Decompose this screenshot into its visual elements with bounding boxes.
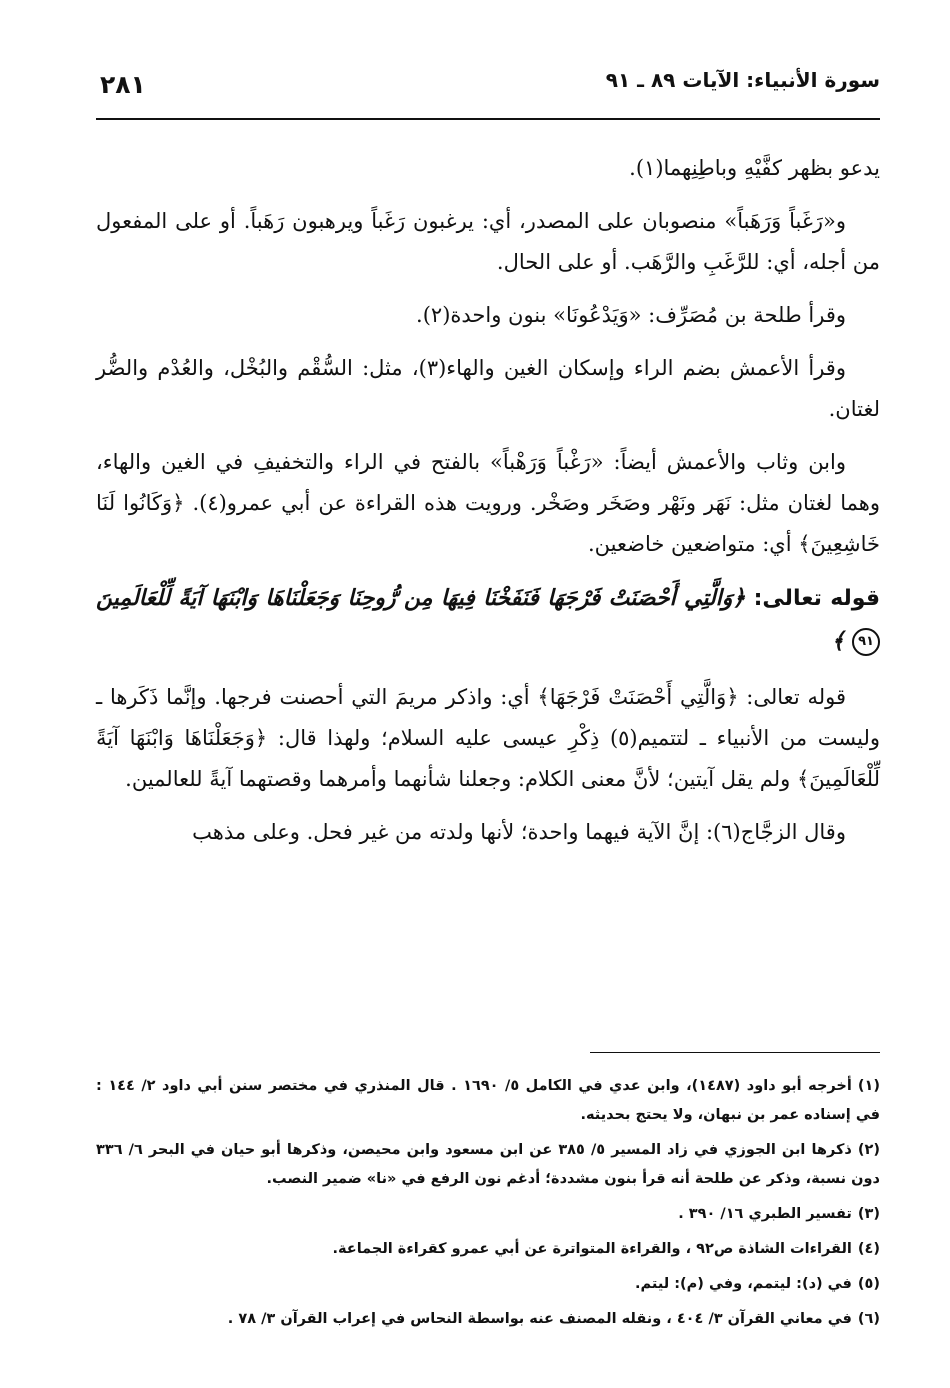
verse-label: قوله تعالى:	[753, 586, 880, 611]
footnote-text: تفسير الطبري ١٦/ ٣٩٠ .	[678, 1206, 852, 1222]
footnote-text: في (د): ليتمم، وفي (م): ليتم.	[635, 1276, 852, 1292]
verse-close-bracket: ﴾	[831, 628, 845, 654]
paragraph-2: و«رَغَباً وَرَهَباً» منصوبان على المصدر، أي: يرغبون رَغَباً ويرهبون رَهَباً. أو على المفعول من أجله، أي: للرَّغَبِ والرَّهَب. أو على الحال.	[96, 209, 880, 274]
footnote-text: أخرجه أبو داود (١٤٨٧)، وابن عدي في الكامل ٥/ ١٦٩٠ . قال المنذري في مختصر سنن أبي داود ٢/ ١٤٤ : في إسناده عمر بن نبهان، ولا يحتج بحديثه.	[96, 1078, 880, 1123]
main-text	[96, 148, 880, 865]
footnote	[96, 1200, 880, 1229]
footnote	[96, 1136, 880, 1194]
paragraph-1: يدعو بظهر كفَّيْهِ وباطِنِهما(١).	[629, 156, 880, 180]
verse-text: ﴿وَالَّتِي أَحْصَنَتْ فَرْجَهَا فَنَفَخْنَا فِيهَا مِن رُّوحِنَا وَجَعَلْنَاهَا وَابْنَهَا آيَةً لِّلْعَالَمِينَ	[96, 585, 746, 611]
paragraph-5: وابن وثاب والأعمش أيضاً: «رَغْباً وَرَهْباً» بالفتح في الراء والتخفيفِ في الغين والهاء، وهما لغتان مثل: نَهَر ونَهْر وصَخَر وصَخْر. ورويت هذه القراءة عن أبي عمرو(٤). ﴿وَكَانُوا لَنَا خَاشِعِينَ﴾ أي: متواضعين خاضعين.	[96, 450, 880, 556]
footnote	[96, 1305, 880, 1334]
footnotes	[96, 1072, 880, 1340]
footnote-text: في معاني القرآن ٣/ ٤٠٤ ، ونقله المصنف عنه بواسطة النحاس في إعراب القرآن ٣/ ٧٨ .	[227, 1311, 852, 1327]
footnote	[96, 1270, 880, 1299]
chapter-title: سورة الأنبياء: الآيات ٨٩ ـ ٩١	[605, 68, 880, 92]
book-page	[96, 60, 880, 1360]
paragraph-3: وقرأ طلحة بن مُصَرِّف: «وَيَدْعُونَا» بنون واحدة(٢).	[416, 303, 846, 327]
footnote	[96, 1072, 880, 1130]
footnote-number: (٣)	[857, 1206, 880, 1222]
footnote-number: (١)	[857, 1078, 880, 1094]
footnote-text: القراءات الشاذة ص٩٢ ، والقراءة المتواترة عن أبي عمرو كقراءة الجماعة.	[332, 1241, 852, 1257]
paragraph-6: قوله تعالى: ﴿وَالَّتِي أَحْصَنَتْ فَرْجَهَا﴾ أي: واذكر مريمَ التي أحصنت فرجها. وإنَّما ذَكَرها ـ وليست من الأنبياء ـ لتتميم(٥) ذِكْرِ عيسى عليه السلام؛ ولهذا قال: ﴿وَجَعَلْنَاهَا وَابْنَهَا آيَةً لِّلْعَالَمِينَ﴾ ولم يقل آيتين؛ لأنَّ معنى الكلام: وجعلنا شأنهما وأمرهما وقصتهما آيةً للعالمين.	[96, 685, 880, 791]
footnote-number: (٢)	[857, 1142, 880, 1158]
paragraph-7: وقال الزجَّاج(٦): إنَّ الآية فيهما واحدة؛ لأنها ولدته من غير فحل. وعلى مذهب	[192, 820, 846, 844]
page-number: ٢٨١	[100, 70, 146, 99]
footnote-separator	[590, 1052, 880, 1053]
paragraph-4: وقرأ الأعمش بضم الراء وإسكان الغين والهاء(٣)، مثل: السُّقْم والبُخْل، والعُدْم والضُّر لغتان.	[96, 356, 880, 421]
footnote-number: (٤)	[857, 1241, 880, 1257]
footnote-number: (٥)	[857, 1276, 880, 1292]
footnote-number: (٦)	[857, 1311, 880, 1327]
footnote-text: ذكرها ابن الجوزي في زاد المسير ٥/ ٣٨٥ عن ابن مسعود وابن محيصن، وذكرها أبو حيان في البحر ٦/ ٣٣٦ دون نسبة، وذكر عن طلحة أنه قرأ بنون مشددة؛ أدغم نون الرفع في «نا» ضمير النصب.	[96, 1142, 880, 1187]
verse-heading	[96, 577, 880, 663]
ayah-number-mark: ٩١	[852, 628, 880, 656]
running-header	[96, 60, 880, 120]
footnote	[96, 1235, 880, 1264]
